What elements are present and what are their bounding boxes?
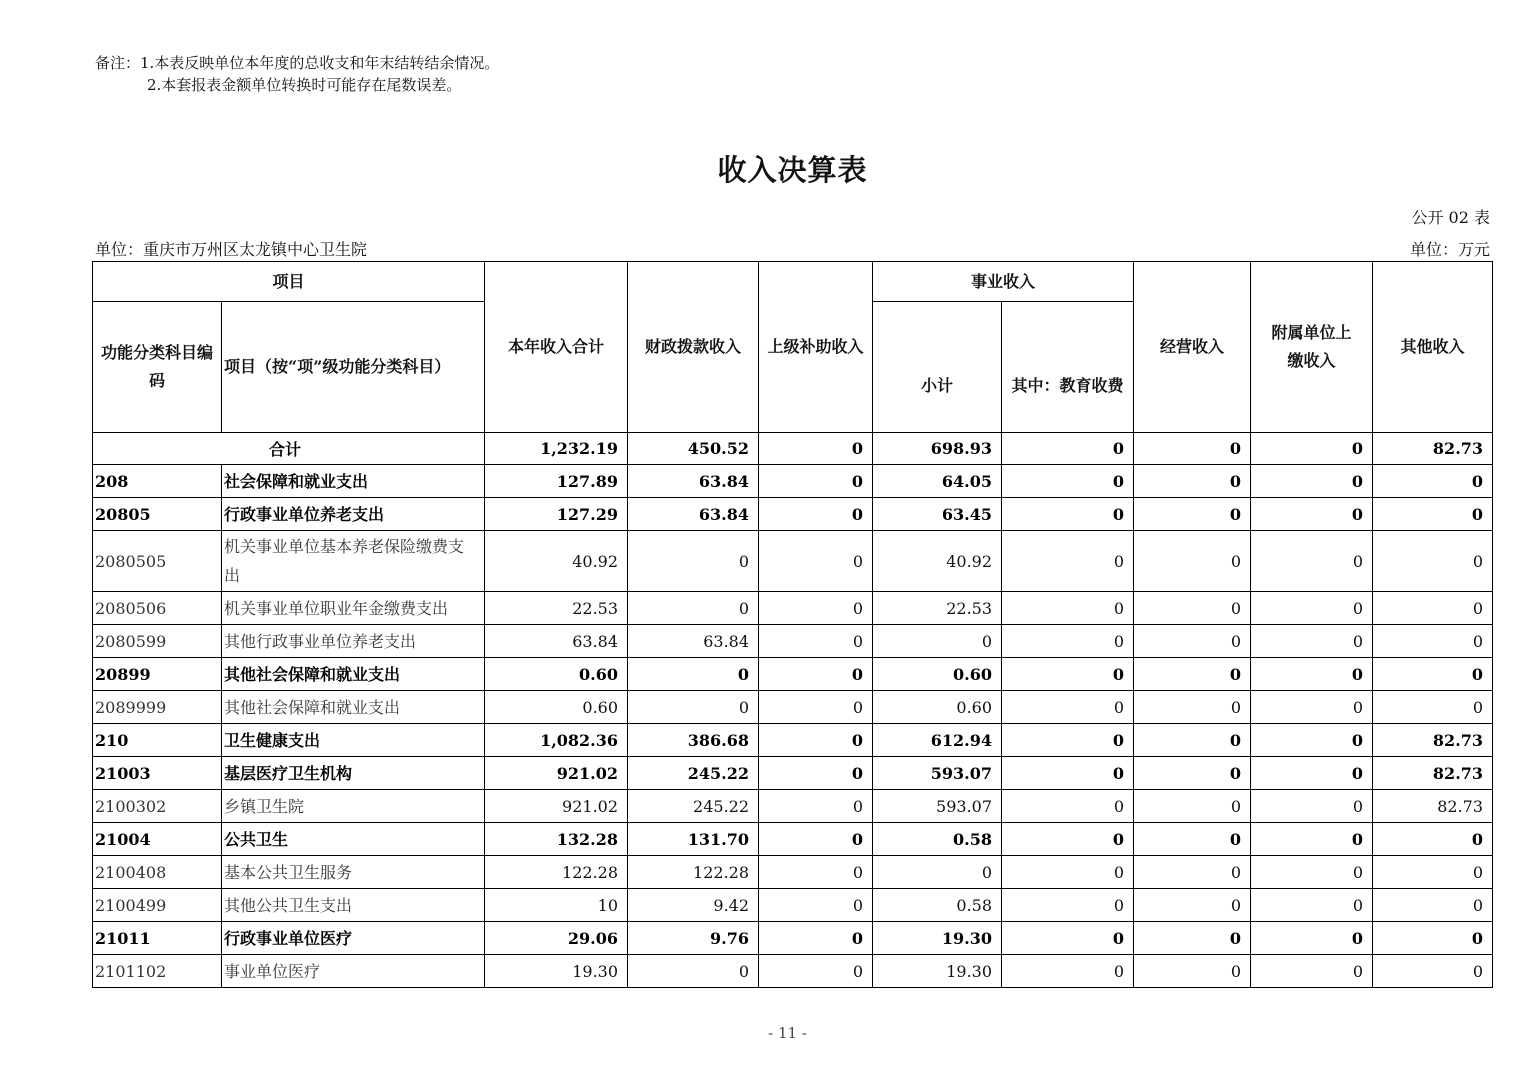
cell-business: 0	[1134, 856, 1251, 889]
cell-other: 0	[1373, 592, 1493, 625]
cell-superior: 0	[759, 889, 873, 922]
table-row	[93, 922, 1493, 955]
table-row	[93, 625, 1493, 658]
cell-subtotal: 698.93	[873, 433, 1002, 465]
cell-affiliate: 0	[1251, 889, 1373, 922]
header-total-income: 本年收入合计	[485, 262, 628, 433]
cell-superior: 0	[759, 922, 873, 955]
cell-other: 0	[1373, 922, 1493, 955]
cell-subtotal: 19.30	[873, 955, 1002, 988]
cell-affiliate: 0	[1251, 691, 1373, 724]
cell-other: 0	[1373, 625, 1493, 658]
cell-edu: 0	[1002, 691, 1134, 724]
cell-subtotal: 64.05	[873, 465, 1002, 498]
header-edu: 其中：教育收费	[1002, 302, 1134, 433]
page-title: 收入决算表	[717, 153, 868, 187]
header-fiscal: 财政拨款收入	[628, 262, 759, 433]
table-row	[93, 955, 1493, 988]
table-row	[93, 592, 1493, 625]
cell-total-income: 132.28	[485, 823, 628, 856]
total-label: 合计	[93, 433, 485, 465]
cell-subtotal: 0.60	[873, 658, 1002, 691]
cell-total-income: 1,232.19	[485, 433, 628, 465]
notes	[95, 52, 499, 96]
cell-superior: 0	[759, 823, 873, 856]
cell-code: 2100302	[93, 790, 222, 823]
cell-fiscal: 386.68	[628, 724, 759, 757]
cell-name: 其他社会保障和就业支出	[222, 691, 485, 724]
cell-fiscal: 131.70	[628, 823, 759, 856]
header-career: 事业收入	[873, 262, 1134, 302]
cell-edu: 0	[1002, 922, 1134, 955]
cell-subtotal: 593.07	[873, 790, 1002, 823]
cell-total-income: 1,082.36	[485, 724, 628, 757]
cell-business: 0	[1134, 625, 1251, 658]
cell-other: 82.73	[1373, 724, 1493, 757]
cell-code: 2100499	[93, 889, 222, 922]
cell-affiliate: 0	[1251, 922, 1373, 955]
header-affiliate: 附属单位上缴收入	[1251, 262, 1373, 433]
cell-business: 0	[1134, 757, 1251, 790]
cell-edu: 0	[1002, 465, 1134, 498]
total-row	[93, 433, 1493, 465]
cell-superior: 0	[759, 856, 873, 889]
cell-edu: 0	[1002, 724, 1134, 757]
table-row	[93, 658, 1493, 691]
cell-other: 82.73	[1373, 757, 1493, 790]
cell-affiliate: 0	[1251, 625, 1373, 658]
cell-fiscal: 0	[628, 955, 759, 988]
cell-total-income: 122.28	[485, 856, 628, 889]
note-line-2: 2.本套报表金额单位转换时可能存在尾数误差。	[147, 76, 462, 94]
cell-total-income: 29.06	[485, 922, 628, 955]
cell-code: 2089999	[93, 691, 222, 724]
cell-edu: 0	[1002, 757, 1134, 790]
cell-business: 0	[1134, 955, 1251, 988]
cell-affiliate: 0	[1251, 856, 1373, 889]
cell-fiscal: 0	[628, 658, 759, 691]
cell-fiscal: 245.22	[628, 757, 759, 790]
cell-business: 0	[1134, 724, 1251, 757]
cell-name: 基层医疗卫生机构	[222, 757, 485, 790]
cell-other: 0	[1373, 498, 1493, 531]
cell-other: 0	[1373, 658, 1493, 691]
cell-affiliate: 0	[1251, 592, 1373, 625]
cell-subtotal: 22.53	[873, 592, 1002, 625]
cell-subtotal: 19.30	[873, 922, 1002, 955]
cell-edu: 0	[1002, 889, 1134, 922]
cell-other: 0	[1373, 691, 1493, 724]
cell-other: 0	[1373, 531, 1493, 592]
cell-edu: 0	[1002, 823, 1134, 856]
cell-fiscal: 9.76	[628, 922, 759, 955]
cell-name: 基本公共卫生服务	[222, 856, 485, 889]
cell-total-income: 0.60	[485, 658, 628, 691]
cell-total-income: 19.30	[485, 955, 628, 988]
cell-code: 2080599	[93, 625, 222, 658]
cell-other: 82.73	[1373, 790, 1493, 823]
table-row	[93, 757, 1493, 790]
cell-total-income: 63.84	[485, 625, 628, 658]
cell-subtotal: 612.94	[873, 724, 1002, 757]
cell-superior: 0	[759, 465, 873, 498]
cell-affiliate: 0	[1251, 955, 1373, 988]
cell-total-income: 921.02	[485, 790, 628, 823]
cell-code: 2080506	[93, 592, 222, 625]
cell-edu: 0	[1002, 625, 1134, 658]
cell-superior: 0	[759, 724, 873, 757]
cell-name: 行政事业单位养老支出	[222, 498, 485, 531]
header-business: 经营收入	[1134, 262, 1251, 433]
cell-superior: 0	[759, 592, 873, 625]
cell-affiliate: 0	[1251, 823, 1373, 856]
table-row	[93, 691, 1493, 724]
cell-subtotal: 0.58	[873, 889, 1002, 922]
cell-superior: 0	[759, 955, 873, 988]
cell-total-income: 127.89	[485, 465, 628, 498]
cell-subtotal: 593.07	[873, 757, 1002, 790]
table-row	[93, 465, 1493, 498]
table-row	[93, 856, 1493, 889]
currency-unit: 单位：万元	[1409, 240, 1490, 259]
cell-fiscal: 0	[628, 592, 759, 625]
cell-edu: 0	[1002, 498, 1134, 531]
cell-subtotal: 0	[873, 625, 1002, 658]
table-row	[93, 889, 1493, 922]
reporting-unit: 单位：重庆市万州区太龙镇中心卫生院	[95, 240, 368, 259]
table-row	[93, 724, 1493, 757]
cell-fiscal: 0	[628, 691, 759, 724]
cell-total-income: 921.02	[485, 757, 628, 790]
cell-superior: 0	[759, 691, 873, 724]
page-number: - 11 -	[768, 1024, 807, 1042]
cell-name: 乡镇卫生院	[222, 790, 485, 823]
cell-fiscal: 0	[628, 531, 759, 592]
cell-total-income: 0.60	[485, 691, 628, 724]
income-table	[92, 261, 1493, 988]
cell-affiliate: 0	[1251, 531, 1373, 592]
cell-fiscal: 245.22	[628, 790, 759, 823]
cell-subtotal: 63.45	[873, 498, 1002, 531]
cell-superior: 0	[759, 625, 873, 658]
cell-code: 208	[93, 465, 222, 498]
cell-fiscal: 63.84	[628, 498, 759, 531]
header-item: 项目	[93, 262, 485, 302]
cell-affiliate: 0	[1251, 658, 1373, 691]
cell-edu: 0	[1002, 856, 1134, 889]
cell-total-income: 40.92	[485, 531, 628, 592]
cell-affiliate: 0	[1251, 465, 1373, 498]
cell-other: 82.73	[1373, 433, 1493, 465]
header-superior: 上级补助收入	[759, 262, 873, 433]
cell-fiscal: 122.28	[628, 856, 759, 889]
cell-code: 20805	[93, 498, 222, 531]
cell-business: 0	[1134, 823, 1251, 856]
table-row	[93, 823, 1493, 856]
cell-subtotal: 0.58	[873, 823, 1002, 856]
cell-business: 0	[1134, 889, 1251, 922]
cell-business: 0	[1134, 658, 1251, 691]
cell-other: 0	[1373, 856, 1493, 889]
note-line-1: 备注：1.本表反映单位本年度的总收支和年末结转结余情况。	[95, 54, 500, 72]
cell-name: 公共卫生	[222, 823, 485, 856]
cell-name: 其他社会保障和就业支出	[222, 658, 485, 691]
table-row	[93, 790, 1493, 823]
cell-fiscal: 9.42	[628, 889, 759, 922]
cell-code: 2080505	[93, 531, 222, 592]
cell-superior: 0	[759, 531, 873, 592]
cell-business: 0	[1134, 498, 1251, 531]
header-subtotal: 小计	[873, 302, 1002, 433]
cell-business: 0	[1134, 433, 1251, 465]
cell-subtotal: 0.60	[873, 691, 1002, 724]
header-item-name: 项目（按“项”级功能分类科目）	[222, 302, 485, 433]
cell-other: 0	[1373, 955, 1493, 988]
cell-code: 20899	[93, 658, 222, 691]
cell-code: 2100408	[93, 856, 222, 889]
cell-name: 机关事业单位基本养老保险缴费支出	[222, 531, 485, 592]
cell-affiliate: 0	[1251, 724, 1373, 757]
cell-code: 21003	[93, 757, 222, 790]
cell-fiscal: 63.84	[628, 625, 759, 658]
form-number: 公开 02 表	[1411, 208, 1490, 227]
cell-superior: 0	[759, 498, 873, 531]
cell-superior: 0	[759, 757, 873, 790]
cell-edu: 0	[1002, 592, 1134, 625]
cell-fiscal: 63.84	[628, 465, 759, 498]
table-row	[93, 498, 1493, 531]
cell-business: 0	[1134, 922, 1251, 955]
cell-business: 0	[1134, 790, 1251, 823]
cell-edu: 0	[1002, 433, 1134, 465]
header-other: 其他收入	[1373, 262, 1493, 433]
cell-affiliate: 0	[1251, 757, 1373, 790]
cell-total-income: 22.53	[485, 592, 628, 625]
cell-name: 行政事业单位医疗	[222, 922, 485, 955]
cell-edu: 0	[1002, 790, 1134, 823]
cell-affiliate: 0	[1251, 790, 1373, 823]
cell-business: 0	[1134, 465, 1251, 498]
cell-code: 210	[93, 724, 222, 757]
cell-other: 0	[1373, 889, 1493, 922]
cell-code: 21004	[93, 823, 222, 856]
cell-business: 0	[1134, 691, 1251, 724]
cell-edu: 0	[1002, 531, 1134, 592]
header-func-code: 功能分类科目编码	[93, 302, 222, 433]
cell-affiliate: 0	[1251, 433, 1373, 465]
cell-subtotal: 40.92	[873, 531, 1002, 592]
cell-edu: 0	[1002, 658, 1134, 691]
cell-other: 0	[1373, 823, 1493, 856]
cell-edu: 0	[1002, 955, 1134, 988]
cell-name: 卫生健康支出	[222, 724, 485, 757]
cell-business: 0	[1134, 592, 1251, 625]
cell-affiliate: 0	[1251, 498, 1373, 531]
cell-name: 其他行政事业单位养老支出	[222, 625, 485, 658]
cell-superior: 0	[759, 790, 873, 823]
cell-subtotal: 0	[873, 856, 1002, 889]
cell-other: 0	[1373, 465, 1493, 498]
cell-fiscal: 450.52	[628, 433, 759, 465]
cell-business: 0	[1134, 531, 1251, 592]
cell-name: 其他公共卫生支出	[222, 889, 485, 922]
cell-superior: 0	[759, 658, 873, 691]
cell-superior: 0	[759, 433, 873, 465]
cell-name: 事业单位医疗	[222, 955, 485, 988]
cell-name: 机关事业单位职业年金缴费支出	[222, 592, 485, 625]
cell-total-income: 10	[485, 889, 628, 922]
table-row	[93, 531, 1493, 592]
cell-name: 社会保障和就业支出	[222, 465, 485, 498]
cell-code: 21011	[93, 922, 222, 955]
cell-code: 2101102	[93, 955, 222, 988]
cell-total-income: 127.29	[485, 498, 628, 531]
